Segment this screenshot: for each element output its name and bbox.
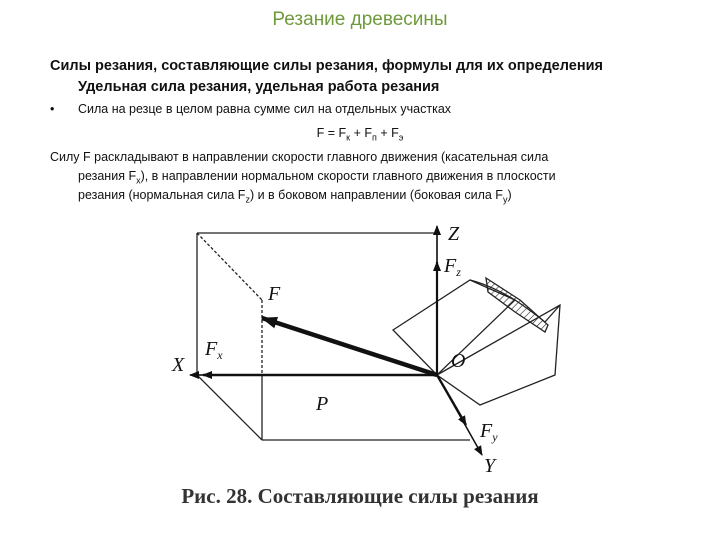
formula-sub-k: к: [346, 132, 351, 143]
vertical-plane: [197, 233, 437, 375]
label-z-axis: Z: [448, 223, 460, 245]
cutter-tool: [393, 278, 560, 405]
formula-lhs: F = F: [316, 126, 347, 140]
figure-caption: Рис. 28. Составляющие силы резания: [181, 484, 539, 508]
para-line3-sub2: y: [502, 194, 508, 205]
para-line3-a: резания (нормальная сила F: [78, 188, 246, 202]
label-origin: O: [451, 350, 466, 372]
para-line2-sub: x: [136, 175, 141, 186]
label-fy: [479, 420, 498, 444]
bullet-text: Сила на резце в целом равна сумме сил на отдельных участках: [78, 102, 452, 116]
label-p: P: [316, 393, 329, 415]
base-plane: [197, 375, 470, 440]
heading-line-1: Силы резания, составляющие силы резания, формулы для их определения: [50, 58, 603, 74]
formula-sub-e: э: [398, 132, 404, 143]
label-fx-main: F: [205, 338, 218, 360]
label-y-axis: Y: [484, 455, 496, 477]
para-line2-b: ), в направлении нормальном скорости главного движения в плоскости: [140, 169, 556, 183]
para-line3-b: ) и в боковом направлении (боковая сила F: [249, 188, 503, 202]
f-resultant-vector: [262, 318, 437, 375]
label-fy-main: F: [480, 420, 493, 442]
label-x-axis: X: [172, 354, 185, 376]
heading-line-2: Удельная сила резания, удельная работа резания: [78, 79, 440, 95]
para-line3-c: ): [507, 188, 512, 202]
para-line2-a: резания F: [78, 169, 137, 183]
para-line3-sub: z: [245, 194, 250, 205]
paragraph-line-1: Силу F раскладывают в направлении скорости главного движения (касательная сила: [50, 150, 549, 164]
label-fy-sub: y: [492, 430, 498, 444]
label-f: F: [268, 283, 281, 305]
fy-vector: [437, 375, 466, 425]
label-fz-main: F: [444, 255, 457, 277]
label-fx: [204, 338, 223, 362]
label-fz: [443, 255, 461, 279]
label-fz-sub: z: [456, 265, 461, 279]
formula-plus-1: + F: [350, 126, 372, 140]
formula-sub-p: п: [372, 132, 377, 143]
slide-title: Резание древесины: [272, 9, 448, 30]
formula-plus-2: + F: [376, 126, 399, 140]
label-fx-sub: x: [217, 348, 223, 362]
axes: [190, 226, 482, 455]
bullet-symbol: •: [50, 102, 55, 116]
